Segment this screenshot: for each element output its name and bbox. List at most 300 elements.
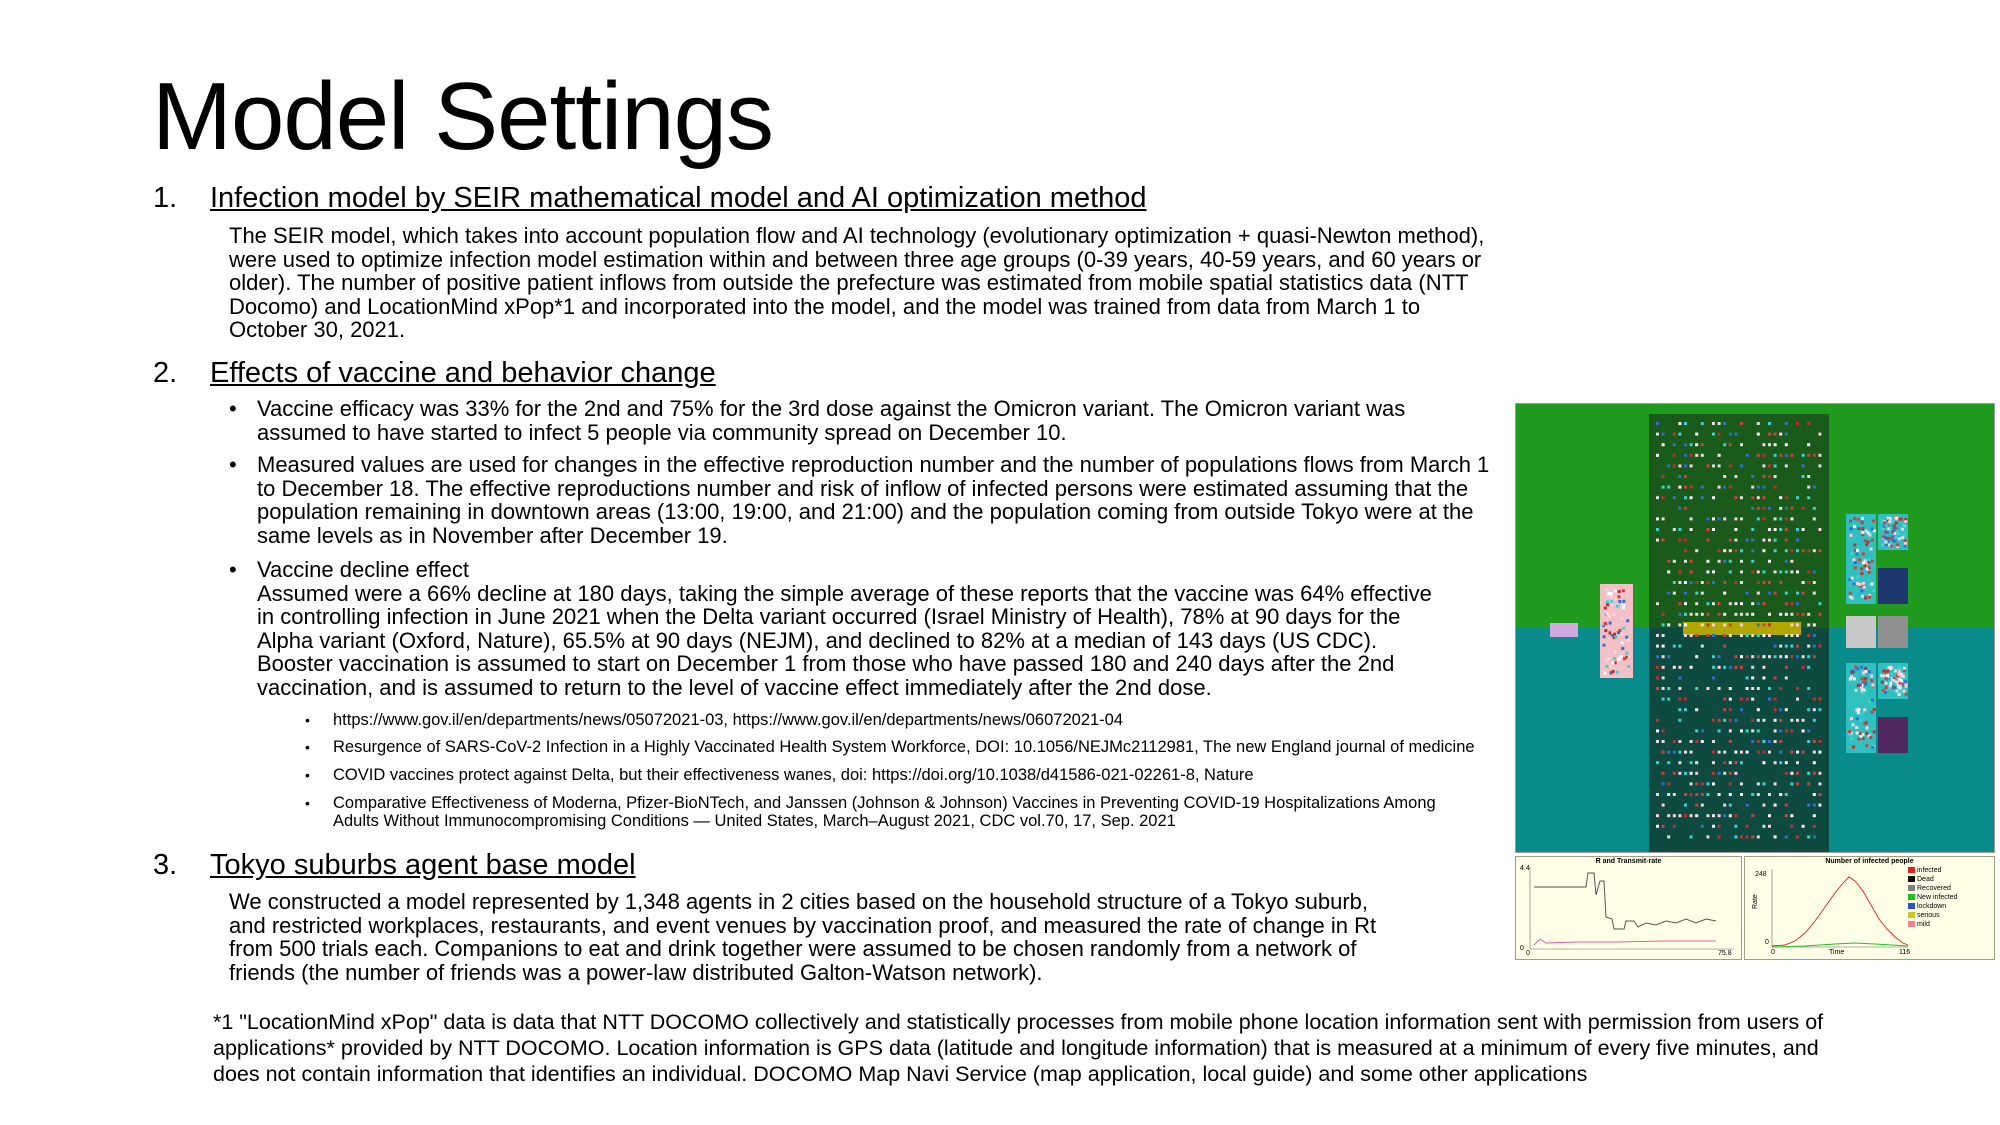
agent-dot [1662, 443, 1665, 446]
agent-dot [1883, 521, 1886, 524]
agent-dot [1673, 645, 1676, 648]
agent-dot [1905, 685, 1908, 688]
agent-dot [1690, 835, 1693, 838]
text-line: Adults Without Immunocompromising Conditions — United States, March–August 2021, CDC vol.70, 17, Sep. 2021 [333, 812, 1176, 830]
agent-dot [1712, 634, 1715, 637]
agent-dot [1779, 761, 1782, 764]
agent-dot [1606, 600, 1609, 603]
agent-dot [1762, 549, 1765, 552]
agent-dot [1656, 655, 1659, 658]
agent-dot [1695, 761, 1698, 764]
agent-dot [1740, 549, 1743, 552]
text-line: We constructed a model represented by 1,348 agents in 2 cities based on the household structure of a Tokyo suburb, [229, 889, 1369, 914]
agent-dot [1614, 597, 1617, 600]
agent-dot [1813, 751, 1816, 754]
agent-dot [1667, 464, 1670, 467]
agent-dot [1723, 804, 1726, 807]
agent-dot [1868, 571, 1871, 574]
agent-dot [1898, 666, 1901, 669]
agent-dot [1729, 729, 1732, 732]
agent-dot [1796, 761, 1799, 764]
agent-dot [1886, 531, 1889, 534]
agent-dot [1723, 666, 1726, 669]
agent-dot [1857, 518, 1860, 521]
agent-dot [1684, 623, 1687, 626]
agent-dot [1678, 740, 1681, 743]
text-line: Alpha variant (Oxford, Nature), 65.5% at 90 days (NEJM), and declined to 82% at a median of 143 days (US CDC). [257, 627, 1378, 653]
agent-dot [1868, 566, 1871, 569]
agent-dot [1768, 814, 1771, 817]
agent-dot [1706, 570, 1709, 573]
agent-dot [1900, 679, 1903, 682]
agent-dot [1751, 475, 1754, 478]
agent-dot [1861, 712, 1864, 715]
agent-dot [1802, 655, 1805, 658]
agent-dot [1684, 772, 1687, 775]
agent-dot [1851, 671, 1854, 674]
agent-dot [1893, 528, 1896, 531]
agent-dot [1818, 602, 1821, 605]
agent-dot [1871, 560, 1874, 563]
agent-dot [1656, 719, 1659, 722]
agent-dot [1855, 553, 1858, 556]
agent-dot [1701, 740, 1704, 743]
agent-dot [1894, 517, 1897, 520]
agent-dot [1718, 486, 1721, 489]
agent-dot [1706, 581, 1709, 584]
agent-dot [1729, 761, 1732, 764]
agent-dot [1729, 443, 1732, 446]
agent-dot [1684, 443, 1687, 446]
agent-dot [1740, 793, 1743, 796]
rt-line [1534, 873, 1716, 929]
agent-dot [1864, 539, 1867, 542]
agent-dot [1857, 737, 1860, 740]
agent-dot [1854, 561, 1857, 564]
agent-dot [1872, 684, 1875, 687]
agent-dot [1667, 814, 1670, 817]
legend-label: Recovered [1917, 885, 1951, 892]
agent-dot [1852, 723, 1855, 726]
agent-dot [1802, 613, 1805, 616]
agent-dot [1818, 433, 1821, 436]
agent-dot [1774, 676, 1777, 679]
agent-dot [1667, 782, 1670, 785]
agent-dot [1740, 634, 1743, 637]
agent-dot [1712, 602, 1715, 605]
agent-dot [1785, 464, 1788, 467]
agent-dot [1718, 793, 1721, 796]
agent-dot [1802, 549, 1805, 552]
agent-dot [1718, 560, 1721, 563]
agent-dot [1729, 740, 1732, 743]
agent-dot [1785, 666, 1788, 669]
agent-dot [1678, 751, 1681, 754]
agent-dot [1751, 793, 1754, 796]
agent-dot [1802, 751, 1805, 754]
bullet-glyph: • [305, 712, 310, 728]
agent-dot [1790, 507, 1793, 510]
agent-dot [1690, 782, 1693, 785]
agent-dot [1849, 519, 1852, 522]
agent-dot [1740, 782, 1743, 785]
agent-dot [1813, 517, 1816, 520]
agent-dot [1701, 793, 1704, 796]
agent-dot [1684, 592, 1687, 595]
agent-dot [1807, 443, 1810, 446]
agent-dot [1901, 536, 1904, 539]
agent-dot [1861, 517, 1864, 520]
agent-dot [1858, 583, 1861, 586]
legend-swatch [1908, 894, 1915, 900]
agent-dot [1718, 613, 1721, 616]
agent-dot [1678, 539, 1681, 542]
text-line: to December 18. The effective reproductions number and risk of inflow of infected persons were estimated assuming that the [257, 475, 1469, 501]
agent-dot [1807, 729, 1810, 732]
agent-dot [1723, 517, 1726, 520]
agent-dot [1768, 740, 1771, 743]
agent-dot [1712, 623, 1715, 626]
text-line: October 30, 2021. [229, 317, 406, 342]
agent-dot [1884, 536, 1887, 539]
agent-dot [1606, 658, 1609, 661]
agent-dot [1881, 681, 1884, 684]
agent-dot [1768, 581, 1771, 584]
agent-dot [1734, 655, 1737, 658]
agent-dot [1673, 528, 1676, 531]
agent-dot [1813, 772, 1816, 775]
agent-dot [1695, 634, 1698, 637]
agent-dot [1807, 623, 1810, 626]
agent-dot [1902, 690, 1905, 693]
agent-dot [1684, 708, 1687, 711]
agent-dot [1862, 552, 1865, 555]
agent-dot [1762, 454, 1765, 457]
agent-dot [1813, 570, 1816, 573]
agent-dot [1706, 602, 1709, 605]
agent-dot [1860, 572, 1863, 575]
agent-dot [1757, 751, 1760, 754]
agent-dot [1790, 814, 1793, 817]
agent-dot [1807, 804, 1810, 807]
agent-dot [1734, 581, 1737, 584]
agent-dot [1712, 772, 1715, 775]
agent-dot [1757, 655, 1760, 658]
agent-dot [1891, 520, 1894, 523]
legend-item [1908, 921, 1930, 929]
agent-dot [1620, 655, 1623, 658]
agent-dot [1779, 613, 1782, 616]
agent-dot [1723, 772, 1726, 775]
agent-dot [1734, 433, 1737, 436]
agent-dot [1734, 602, 1737, 605]
text-line: COVID vaccines protect against Delta, but their effectiveness wanes, doi: https://doi.org/10.1038/d41586-021-02261-8, Nature [333, 766, 1254, 784]
footnote-line: applications* provided by NTT DOCOMO. Location information is GPS data (latitude and longitude information) that is measured at a minimum of every five minutes, and [213, 1036, 1819, 1060]
agent-dot [1813, 708, 1816, 711]
agent-dot [1774, 454, 1777, 457]
agent-dot [1774, 740, 1777, 743]
agent-dot [1768, 422, 1771, 425]
legend-label: infected [1917, 867, 1942, 874]
agent-dot [1871, 746, 1874, 749]
agent-dot [1785, 814, 1788, 817]
rt-x-right: 75.8 [1718, 950, 1732, 957]
agent-dot [1785, 560, 1788, 563]
agent-dot [1695, 454, 1698, 457]
agent-dot [1896, 543, 1899, 546]
agent-dot [1762, 486, 1765, 489]
agent-dot [1790, 454, 1793, 457]
agent-dot [1678, 486, 1681, 489]
agent-dot [1667, 655, 1670, 658]
agent-dot [1620, 593, 1623, 596]
agent-dot [1868, 534, 1871, 537]
agent-dot [1757, 486, 1760, 489]
rt-x-left: 0 [1526, 950, 1530, 957]
agent-dot [1864, 596, 1867, 599]
agent-dot [1762, 475, 1765, 478]
agent-dot [1751, 486, 1754, 489]
agent-dot [1850, 552, 1853, 555]
infected-x-left: 0 [1771, 949, 1775, 956]
agent-dot [1690, 464, 1693, 467]
agent-dot [1882, 689, 1885, 692]
agent-dot [1904, 542, 1907, 545]
agent-dot [1667, 623, 1670, 626]
agent-dot [1690, 496, 1693, 499]
agent-dot [1774, 804, 1777, 807]
agent-dot [1807, 835, 1810, 838]
agent-dot [1723, 814, 1726, 817]
agent-dot [1695, 602, 1698, 605]
legend-item [1908, 903, 1946, 911]
agent-dot [1684, 496, 1687, 499]
reference-3 [305, 766, 1533, 784]
agent-dot [1625, 652, 1628, 655]
agent-dot [1627, 639, 1630, 642]
legend-swatch [1908, 876, 1915, 882]
agent-dot [1684, 793, 1687, 796]
agent-dot [1746, 454, 1749, 457]
agent-dot [1861, 527, 1864, 530]
agent-dot [1751, 507, 1754, 510]
agent-dot [1656, 528, 1659, 531]
agent-dot [1684, 814, 1687, 817]
agent-dot [1678, 570, 1681, 573]
agent-dot [1818, 454, 1821, 457]
agent-dot [1690, 570, 1693, 573]
agent-dot [1621, 641, 1624, 644]
agent-dot [1861, 521, 1864, 524]
agent-dot [1610, 604, 1613, 607]
agent-dot [1610, 595, 1613, 598]
agent-dot [1690, 528, 1693, 531]
agent-dot [1785, 761, 1788, 764]
agent-dot [1607, 592, 1610, 595]
agent-dot [1802, 729, 1805, 732]
agent-dot [1695, 708, 1698, 711]
agent-dot [1757, 623, 1760, 626]
agent-dot [1618, 590, 1621, 593]
agent-dot [1684, 751, 1687, 754]
agent-dot [1690, 634, 1693, 637]
agent-dot [1695, 581, 1698, 584]
infected-chart-panel [1744, 856, 1995, 960]
agent-dot [1621, 632, 1624, 635]
agent-dot [1757, 687, 1760, 690]
agent-dot [1866, 726, 1869, 729]
agent-dot [1768, 443, 1771, 446]
agent-dot [1855, 708, 1858, 711]
agent-dot [1701, 486, 1704, 489]
legend-item [1908, 912, 1940, 920]
agent-dot [1785, 793, 1788, 796]
agent-dot [1857, 527, 1860, 530]
section-2-number: 2. [153, 357, 178, 389]
agent-dot [1706, 539, 1709, 542]
agent-dot [1673, 814, 1676, 817]
agent-dot [1873, 708, 1876, 711]
agent-dot [1818, 740, 1821, 743]
agent-dot [1684, 486, 1687, 489]
agent-dot [1611, 662, 1614, 665]
agent-dot [1712, 433, 1715, 436]
agent-dot [1729, 570, 1732, 573]
agent-dot [1734, 772, 1737, 775]
section-1-body [229, 224, 1519, 342]
agent-dot [1746, 825, 1749, 828]
agent-dot [1667, 751, 1670, 754]
agent-dot [1723, 719, 1726, 722]
agent-dot [1813, 761, 1816, 764]
agent-dot [1802, 507, 1805, 510]
agent-dot [1746, 676, 1749, 679]
agent-dot [1662, 655, 1665, 658]
agent-dot [1813, 814, 1816, 817]
agent-dot [1774, 645, 1777, 648]
agent-dot [1785, 613, 1788, 616]
agent-dot [1871, 527, 1874, 530]
bullet-glyph: • [229, 557, 237, 582]
agent-dot [1734, 761, 1737, 764]
agent-dot [1807, 740, 1810, 743]
agent-dot [1734, 517, 1737, 520]
text-line: assumed to have started to infect 5 people via community spread on December 10. [257, 419, 1067, 445]
agent-dot [1740, 496, 1743, 499]
agent-dot [1667, 570, 1670, 573]
agent-dot [1684, 581, 1687, 584]
agent-dot [1729, 634, 1732, 637]
agent-dot [1751, 698, 1754, 701]
agent-dot [1740, 581, 1743, 584]
agent-dot [1762, 676, 1765, 679]
agent-dot [1860, 589, 1863, 592]
agent-dot [1678, 666, 1681, 669]
agent-dot [1868, 700, 1871, 703]
agent-dot [1802, 528, 1805, 531]
agent-dot [1718, 666, 1721, 669]
agent-dot [1712, 496, 1715, 499]
agent-dot [1807, 782, 1810, 785]
agent-dot [1712, 581, 1715, 584]
agent-dot [1790, 517, 1793, 520]
agent-dot [1768, 698, 1771, 701]
agent-dot [1900, 517, 1903, 520]
agent-dot [1779, 740, 1782, 743]
agent-dot [1656, 666, 1659, 669]
agent-dot [1614, 589, 1617, 592]
agent-dot [1867, 561, 1870, 564]
agent-dot [1678, 708, 1681, 711]
agent-dot [1690, 560, 1693, 563]
agent-dot [1712, 517, 1715, 520]
agent-dot [1751, 496, 1754, 499]
agent-dot [1855, 726, 1858, 729]
agent-dot [1813, 825, 1816, 828]
agent-dot [1712, 751, 1715, 754]
agent-dot [1662, 475, 1665, 478]
agent-dot [1751, 719, 1754, 722]
agent-dot [1723, 708, 1726, 711]
agent-dot [1718, 464, 1721, 467]
agent-dot [1813, 740, 1816, 743]
agent-dot [1790, 825, 1793, 828]
agent-dot [1734, 835, 1737, 838]
agent-dot [1904, 520, 1907, 523]
legend-item [1908, 867, 1942, 875]
agent-dot [1695, 729, 1698, 732]
agent-dot [1774, 528, 1777, 531]
text-line: older). The number of positive patient inflows from outside the prefecture was estimated from mobile spatial statistics data (NTT [229, 270, 1469, 295]
agent-dot [1673, 560, 1676, 563]
agent-dot [1818, 804, 1821, 807]
agent-dot [1903, 533, 1906, 536]
agent-dot [1609, 622, 1612, 625]
agent-dot [1751, 560, 1754, 563]
agent-dot [1617, 631, 1620, 634]
section-2-heading: Effects of vaccine and behavior change [210, 357, 716, 389]
agent-dot [1869, 736, 1872, 739]
agent-dot [1865, 543, 1868, 546]
agent-dot [1740, 443, 1743, 446]
agent-dot [1779, 433, 1782, 436]
agent-dot [1662, 782, 1665, 785]
agent-dot [1864, 677, 1867, 680]
agent-dot [1695, 782, 1698, 785]
agent-dot [1785, 655, 1788, 658]
agent-dot [1706, 634, 1709, 637]
agent-dot [1656, 645, 1659, 648]
legend-swatch [1908, 867, 1915, 873]
agent-dot [1667, 761, 1670, 764]
agent-dot [1796, 592, 1799, 595]
agent-dot [1706, 687, 1709, 690]
bullet-glyph: • [305, 795, 310, 811]
agent-dot [1701, 804, 1704, 807]
legend-swatch [1908, 885, 1915, 891]
agent-dot [1740, 517, 1743, 520]
agent-dot [1785, 592, 1788, 595]
agent-dot [1678, 581, 1681, 584]
agent-dot [1796, 496, 1799, 499]
agent-dot [1762, 634, 1765, 637]
agent-dot [1762, 464, 1765, 467]
agent-dot [1678, 687, 1681, 690]
text-line: https://www.gov.il/en/departments/news/05072021-03, https://www.gov.il/en/departments/news/06072021-04 [333, 711, 1124, 729]
agent-dot [1684, 454, 1687, 457]
agent-dot [1667, 793, 1670, 796]
agent-dot [1774, 539, 1777, 542]
